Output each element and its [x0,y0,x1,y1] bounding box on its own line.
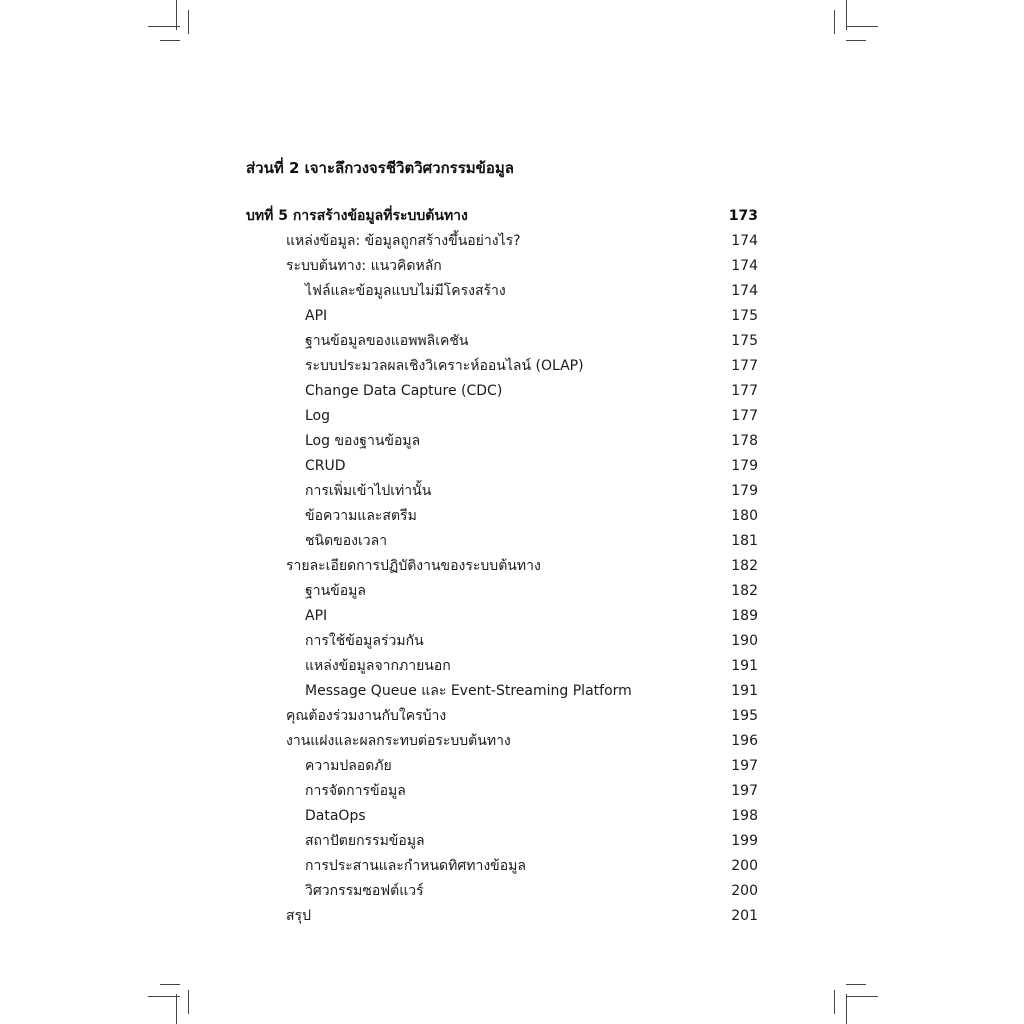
toc-page-number: 190 [731,633,758,649]
toc-page-number: 175 [731,308,758,324]
toc-page-number: 181 [731,533,758,549]
toc-page-number: 174 [731,258,758,274]
toc-page-number: 199 [731,833,758,849]
toc-page-number: 177 [731,358,758,374]
toc-entry [246,229,758,254]
toc-entry-title: แหล่งข้อมูล: ข้อมูลถูกสร้างขึ้นอย่างไร? [286,233,521,249]
toc-entry [246,679,758,704]
crop-mark [160,40,180,41]
toc-chapter-entry [246,204,758,229]
toc-page-number: 174 [731,233,758,249]
toc-page-number: 200 [731,858,758,874]
crop-mark [834,990,835,1014]
toc-page-number: 182 [731,558,758,574]
toc-entry [246,504,758,529]
toc-page-number: 191 [731,658,758,674]
toc-entry [246,554,758,579]
toc-page-number: 189 [731,608,758,624]
toc-page-number: 191 [731,683,758,699]
toc-entry-title: การใช้ข้อมูลร่วมกัน [305,633,424,649]
toc-entry [246,429,758,454]
toc-entry-title: Message Queue และ Event-Streaming Platform [305,683,632,699]
toc-entry-title: ข้อความและสตรีม [305,508,417,524]
toc-entry-title: แหล่งข้อมูลจากภายนอก [305,658,451,674]
toc-entry-title: API [305,308,328,324]
toc-entry [246,479,758,504]
toc-entry [246,454,758,479]
table-of-contents [246,204,758,929]
toc-entry [246,529,758,554]
toc-entry-title: ความปลอดภัย [305,758,392,774]
toc-entry-title: สถาปัตยกรรมข้อมูล [305,833,425,849]
toc-page-number: 177 [731,408,758,424]
toc-page-number: 201 [731,908,758,924]
toc-entry [246,379,758,404]
toc-page-number: 178 [731,433,758,449]
toc-entry [246,654,758,679]
toc-entry [246,829,758,854]
crop-mark [846,996,878,997]
toc-page-number: 197 [731,758,758,774]
toc-entry-title: วิศวกรรมซอฟต์แวร์ [305,883,424,899]
toc-page-number: 197 [731,783,758,799]
crop-mark [846,994,847,1024]
toc-page-number: 182 [731,583,758,599]
toc-page-number: 173 [728,208,758,224]
toc-entry-title: Log ของฐานข้อมูล [305,433,421,449]
toc-entry [246,879,758,904]
toc-entry [246,854,758,879]
toc-entry [246,254,758,279]
toc-entry [246,279,758,304]
toc-page-number: 175 [731,333,758,349]
toc-page-number: 196 [731,733,758,749]
toc-entry-title: Log [305,408,331,424]
crop-mark [846,0,847,30]
toc-entry-title: การประสานและกำหนดทิศทางข้อมูล [305,858,526,874]
toc-entry-title: ฐานข้อมูล [305,583,366,599]
toc-page-number: 177 [731,383,758,399]
toc-entry-title: CRUD [305,458,346,474]
toc-entry-title: งานแฝงและผลกระทบต่อระบบต้นทาง [286,733,511,749]
toc-entry [246,304,758,329]
toc-entry-title: ระบบประมวลผลเชิงวิเคราะห์ออนไลน์ (OLAP) [305,358,584,374]
crop-mark [160,984,180,985]
toc-entry [246,779,758,804]
toc-entry [246,729,758,754]
crop-mark [834,10,835,34]
toc-page-number: 179 [731,458,758,474]
toc-page-number: 179 [731,483,758,499]
toc-entry-title: การจัดการข้อมูล [305,783,406,799]
toc-entry [246,804,758,829]
toc-entry-title: การเพิ่มเข้าไปเท่านั้น [305,483,432,499]
toc-entry-title: ระบบต้นทาง: แนวคิดหลัก [286,258,442,274]
toc-entry [246,579,758,604]
toc-page-number: 174 [731,283,758,299]
toc-entry-title: ฐานข้อมูลของแอพพลิเคชัน [305,333,469,349]
crop-mark [176,0,177,30]
toc-entry [246,754,758,779]
toc-entry [246,629,758,654]
crop-mark [176,994,177,1024]
toc-entry-title: คุณต้องร่วมงานกับใครบ้าง [286,708,447,724]
toc-entry-title: DataOps [305,808,366,824]
toc-entry [246,354,758,379]
toc-entry-title: Change Data Capture (CDC) [305,383,503,399]
toc-entry-title: ชนิดของเวลา [305,533,388,549]
crop-mark [846,40,866,41]
toc-page-number: 198 [731,808,758,824]
toc-entry-title: API [305,608,328,624]
toc-entry-title: สรุป [286,908,311,924]
toc-entry [246,604,758,629]
toc-page-number: 180 [731,508,758,524]
part-title: ส่วนที่ 2 เจาะลึกวงจรชีวิตวิศวกรรมข้อมูล [246,159,515,177]
crop-mark [846,26,878,27]
toc-entry-title: บทที่ 5 การสร้างข้อมูลที่ระบบต้นทาง [246,208,468,224]
crop-mark [188,990,189,1014]
toc-entry [246,404,758,429]
crop-mark [188,10,189,34]
toc-entry-title: รายละเอียดการปฏิบัติงานของระบบต้นทาง [286,558,541,574]
toc-page-number: 200 [731,883,758,899]
toc-page-number: 195 [731,708,758,724]
toc-entry-title: ไฟล์และข้อมูลแบบไม่มีโครงสร้าง [305,283,506,299]
toc-entry [246,329,758,354]
crop-mark [846,984,866,985]
toc-entry [246,704,758,729]
toc-entry [246,904,758,929]
